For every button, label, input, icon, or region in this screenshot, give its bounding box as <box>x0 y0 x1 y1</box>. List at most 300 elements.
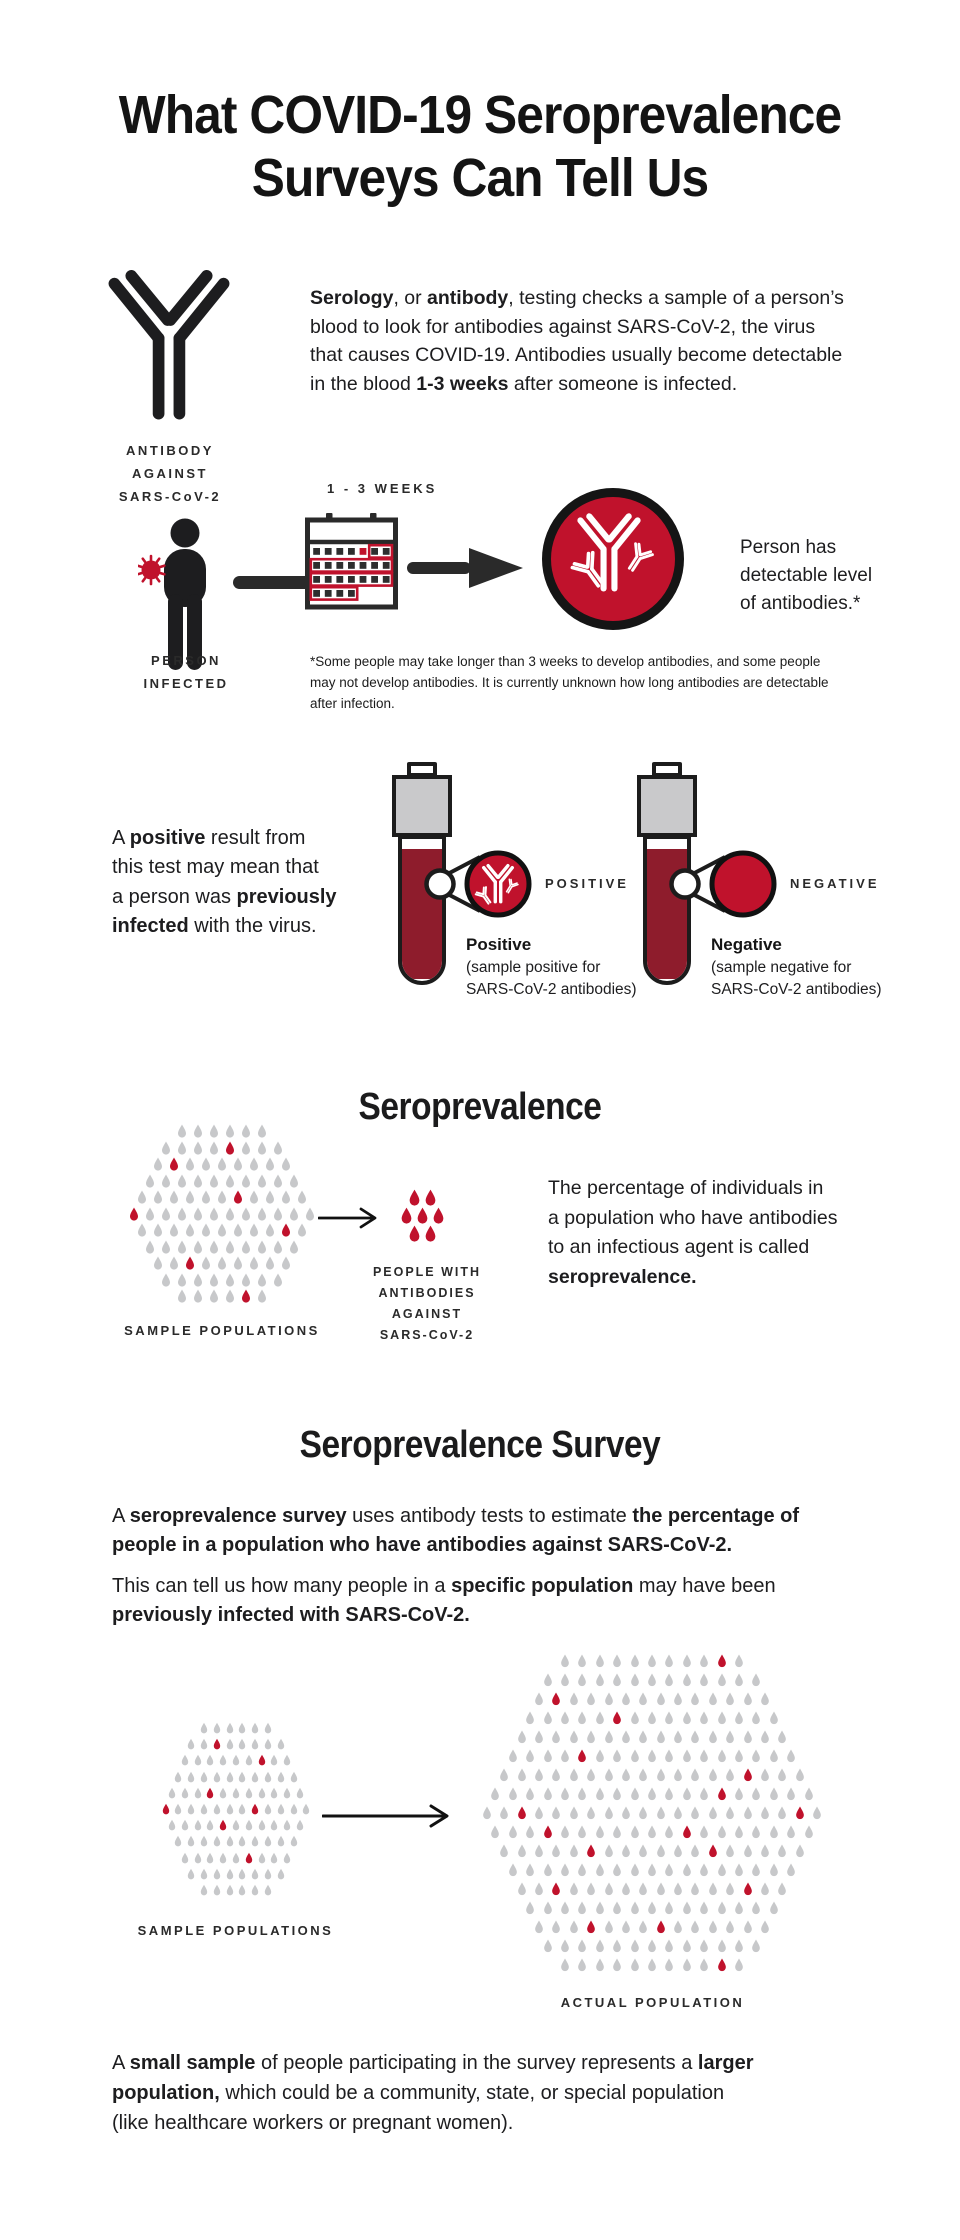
droplet-icon <box>517 1768 527 1782</box>
droplet-row <box>153 1256 291 1270</box>
droplet-icon <box>277 1835 285 1847</box>
droplet-icon <box>289 1240 299 1254</box>
droplet-icon <box>630 1863 640 1877</box>
droplet-icon <box>257 1124 267 1138</box>
negative-result-desc: (sample negative for SARS-CoV-2 antibodies) <box>711 958 882 998</box>
droplet-red-icon <box>432 1207 445 1224</box>
droplet-icon <box>638 1882 648 1896</box>
droplet-icon <box>181 1819 189 1831</box>
droplet-icon <box>265 1157 275 1171</box>
droplet-icon <box>560 1901 570 1915</box>
droplet-icon <box>769 1863 779 1877</box>
droplet-icon <box>551 1920 561 1934</box>
droplet-icon <box>265 1223 275 1237</box>
droplet-icon <box>577 1711 587 1725</box>
droplet-icon <box>137 1190 147 1204</box>
droplet-icon <box>612 1939 622 1953</box>
droplet-red-icon <box>743 1882 753 1896</box>
droplet-icon <box>213 1722 221 1734</box>
droplet-icon <box>543 1787 553 1801</box>
droplet-icon <box>508 1787 518 1801</box>
droplet-icon <box>760 1692 770 1706</box>
droplet-icon <box>233 1256 243 1270</box>
droplet-icon <box>508 1863 518 1877</box>
droplet-icon <box>560 1958 570 1972</box>
droplet-icon <box>734 1825 744 1839</box>
droplet-row <box>174 1771 297 1783</box>
droplet-icon <box>213 1835 221 1847</box>
droplet-icon <box>743 1806 753 1820</box>
droplet-icon <box>734 1939 744 1953</box>
droplet-row <box>181 1852 291 1864</box>
droplet-icon <box>249 1223 259 1237</box>
droplet-icon <box>786 1787 796 1801</box>
droplet-icon <box>206 1852 214 1864</box>
droplet-red-icon <box>129 1207 139 1221</box>
droplet-icon <box>664 1901 674 1915</box>
droplet-icon <box>734 1749 744 1763</box>
droplet-icon <box>145 1174 155 1188</box>
droplet-icon <box>251 1722 259 1734</box>
droplet-icon <box>201 1223 211 1237</box>
sample-populations-label: SAMPLE POPULATIONS <box>124 1323 320 1338</box>
droplet-row <box>525 1711 778 1725</box>
droplet-icon <box>525 1825 535 1839</box>
droplet-icon <box>708 1768 718 1782</box>
droplet-icon <box>270 1819 278 1831</box>
droplet-row <box>543 1673 762 1687</box>
droplet-icon <box>543 1749 553 1763</box>
droplet-icon <box>194 1787 202 1799</box>
droplet-icon <box>577 1787 587 1801</box>
droplet-icon <box>769 1711 779 1725</box>
droplet-icon <box>249 1190 259 1204</box>
positive-result-desc: (sample positive for SARS-CoV-2 antibodies) <box>466 958 637 998</box>
droplet-icon <box>264 1868 272 1880</box>
droplet-icon <box>499 1806 509 1820</box>
droplet-icon <box>760 1730 770 1744</box>
droplet-icon <box>145 1207 155 1221</box>
droplet-icon <box>257 1207 267 1221</box>
droplet-icon <box>604 1806 614 1820</box>
negative-callout-label: NEGATIVE <box>790 876 880 891</box>
droplet-icon <box>804 1825 814 1839</box>
droplet-row <box>560 1654 744 1668</box>
droplet-icon <box>743 1920 753 1934</box>
droplet-icon <box>219 1787 227 1799</box>
droplet-icon <box>238 1884 246 1896</box>
droplet-red-icon <box>612 1711 622 1725</box>
positive-callout-label: POSITIVE <box>545 876 629 891</box>
droplet-icon <box>499 1768 509 1782</box>
arrow-sample-to-actual <box>322 1802 462 1830</box>
droplet-icon <box>200 1884 208 1896</box>
droplet-icon <box>233 1157 243 1171</box>
droplet-icon <box>569 1844 579 1858</box>
page-title-line1: What COVID-19 Seroprevalence <box>118 85 842 145</box>
droplet-icon <box>804 1787 814 1801</box>
droplet-icon <box>200 1868 208 1880</box>
droplet-icon <box>682 1654 692 1668</box>
droplet-icon <box>743 1730 753 1744</box>
virus-icon <box>138 556 164 584</box>
droplet-icon <box>647 1939 657 1953</box>
droplet-row <box>168 1787 304 1799</box>
droplet-row <box>508 1749 796 1763</box>
droplet-red-icon <box>206 1787 214 1799</box>
droplet-icon <box>656 1730 666 1744</box>
droplet-icon <box>206 1754 214 1766</box>
magnifier-negative <box>669 844 809 924</box>
droplet-red-icon <box>400 1207 413 1224</box>
droplet-icon <box>277 1868 285 1880</box>
droplet-red-icon <box>185 1256 195 1270</box>
droplet-icon <box>283 1852 291 1864</box>
droplet-row <box>187 1868 285 1880</box>
droplet-icon <box>682 1673 692 1687</box>
seroprevalence-heading: Seroprevalence <box>358 1086 602 1128</box>
droplet-icon <box>177 1240 187 1254</box>
droplet-icon <box>630 1825 640 1839</box>
droplet-icon <box>682 1958 692 1972</box>
droplet-icon <box>699 1711 709 1725</box>
droplet-icon <box>595 1958 605 1972</box>
droplet-red-icon <box>169 1157 179 1171</box>
droplet-row <box>499 1768 805 1782</box>
droplet-icon <box>664 1958 674 1972</box>
droplet-icon <box>604 1730 614 1744</box>
droplet-icon <box>621 1882 631 1896</box>
droplet-icon <box>638 1920 648 1934</box>
droplet-icon <box>187 1771 195 1783</box>
droplet-icon <box>560 1711 570 1725</box>
droplet-icon <box>577 1863 587 1877</box>
tube-cap-positive <box>392 775 452 837</box>
droplet-icon <box>551 1768 561 1782</box>
droplet-icon <box>577 1939 587 1953</box>
droplet-icon <box>245 1754 253 1766</box>
droplet-icon <box>630 1711 640 1725</box>
droplet-icon <box>251 1835 259 1847</box>
droplet-icon <box>690 1692 700 1706</box>
droplet-icon <box>673 1882 683 1896</box>
droplet-icon <box>200 1835 208 1847</box>
droplet-icon <box>219 1852 227 1864</box>
droplet-icon <box>699 1825 709 1839</box>
droplet-icon <box>525 1863 535 1877</box>
droplet-icon <box>273 1240 283 1254</box>
droplet-icon <box>241 1174 251 1188</box>
droplet-red-icon <box>213 1738 221 1750</box>
droplet-icon <box>193 1240 203 1254</box>
droplet-icon <box>560 1673 570 1687</box>
droplet-icon <box>225 1273 235 1287</box>
droplet-icon <box>717 1939 727 1953</box>
droplet-icon <box>226 1868 234 1880</box>
droplet-icon <box>699 1901 709 1915</box>
droplet-icon <box>647 1654 657 1668</box>
droplet-icon <box>187 1835 195 1847</box>
droplet-icon <box>209 1174 219 1188</box>
droplet-icon <box>751 1863 761 1877</box>
droplet-icon <box>257 1141 267 1155</box>
droplet-icon <box>751 1749 761 1763</box>
droplet-icon <box>577 1654 587 1668</box>
droplet-icon <box>751 1901 761 1915</box>
droplet-icon <box>673 1844 683 1858</box>
droplet-icon <box>717 1863 727 1877</box>
droplet-icon <box>621 1692 631 1706</box>
droplet-icon <box>264 1722 272 1734</box>
sample-population-cluster <box>122 1124 322 1303</box>
droplet-icon <box>760 1882 770 1896</box>
droplet-icon <box>543 1901 553 1915</box>
droplet-icon <box>577 1901 587 1915</box>
droplet-row <box>181 1754 291 1766</box>
droplet-icon <box>264 1835 272 1847</box>
droplet-icon <box>193 1174 203 1188</box>
droplet-icon <box>232 1852 240 1864</box>
droplet-icon <box>647 1711 657 1725</box>
droplet-icon <box>551 1730 561 1744</box>
droplet-icon <box>281 1256 291 1270</box>
droplet-red-icon <box>795 1806 805 1820</box>
droplet-icon <box>647 1825 657 1839</box>
arrow-person-to-calendar <box>233 576 313 589</box>
droplet-icon <box>638 1692 648 1706</box>
droplet-icon <box>560 1654 570 1668</box>
droplet-icon <box>241 1240 251 1254</box>
droplet-icon <box>630 1901 640 1915</box>
droplet-icon <box>257 1273 267 1287</box>
droplet-icon <box>281 1157 291 1171</box>
droplet-icon <box>241 1207 251 1221</box>
droplet-red-icon <box>225 1141 235 1155</box>
droplet-icon <box>257 1174 267 1188</box>
droplet-icon <box>725 1730 735 1744</box>
droplet-icon <box>209 1141 219 1155</box>
antibody-result-glyphs <box>555 501 671 617</box>
droplet-icon <box>161 1240 171 1254</box>
droplet-icon <box>264 1803 272 1815</box>
droplet-icon <box>517 1730 527 1744</box>
droplet-row <box>153 1157 291 1171</box>
arrow-calendar-to-result <box>407 547 525 589</box>
droplet-red-icon <box>543 1825 553 1839</box>
droplet-icon <box>664 1825 674 1839</box>
droplet-icon <box>595 1749 605 1763</box>
droplet-icon <box>630 1958 640 1972</box>
droplet-red-icon <box>717 1654 727 1668</box>
droplet-icon <box>690 1882 700 1896</box>
weeks-label: 1 - 3 WEEKS <box>327 481 438 496</box>
negative-result-name: Negative <box>711 935 782 954</box>
droplet-icon <box>725 1882 735 1896</box>
droplet-icon <box>612 1673 622 1687</box>
droplet-icon <box>290 1803 298 1815</box>
droplet-red-icon <box>682 1825 692 1839</box>
droplet-icon <box>595 1654 605 1668</box>
droplet-icon <box>569 1882 579 1896</box>
droplet-icon <box>630 1939 640 1953</box>
droplet-icon <box>232 1754 240 1766</box>
droplet-icon <box>209 1289 219 1303</box>
droplet-icon <box>174 1835 182 1847</box>
survey-sample-label: SAMPLE POPULATIONS <box>137 1923 334 1938</box>
droplet-icon <box>795 1768 805 1782</box>
droplet-icon <box>690 1768 700 1782</box>
droplet-icon <box>708 1692 718 1706</box>
droplet-icon <box>595 1787 605 1801</box>
droplet-icon <box>577 1673 587 1687</box>
droplet-icon <box>193 1141 203 1155</box>
droplet-icon <box>743 1692 753 1706</box>
calendar-icon <box>305 513 398 610</box>
antibody-icon <box>104 270 234 426</box>
droplet-icon <box>777 1730 787 1744</box>
droplet-icon <box>258 1819 266 1831</box>
droplet-red-icon <box>577 1749 587 1763</box>
droplet-red-icon <box>162 1803 170 1815</box>
droplet-icon <box>604 1692 614 1706</box>
droplet-icon <box>656 1882 666 1896</box>
droplet-icon <box>699 1958 709 1972</box>
droplet-icon <box>177 1289 187 1303</box>
droplet-icon <box>595 1825 605 1839</box>
droplet-icon <box>595 1939 605 1953</box>
droplet-icon <box>161 1141 171 1155</box>
droplet-red-icon <box>717 1958 727 1972</box>
droplet-icon <box>238 1868 246 1880</box>
droplet-row <box>161 1141 283 1155</box>
droplet-red-icon <box>416 1207 429 1224</box>
droplet-icon <box>185 1190 195 1204</box>
droplet-icon <box>673 1920 683 1934</box>
droplet-row <box>187 1738 285 1750</box>
serology-paragraph: Serology, or antibody, testing checks a sample of a person’s blood to look for antibodies against SARS-CoV-2, the virus that causes COVID-19. Antibodies usually become detectable in the blood 1-3 weeks after someone is infected. <box>310 287 844 395</box>
droplet-icon <box>690 1844 700 1858</box>
droplet-icon <box>213 1771 221 1783</box>
droplet-icon <box>238 1803 246 1815</box>
droplet-icon <box>534 1768 544 1782</box>
droplet-icon <box>769 1825 779 1839</box>
droplet-red-icon <box>408 1225 421 1242</box>
droplet-icon <box>682 1939 692 1953</box>
droplet-icon <box>270 1754 278 1766</box>
droplet-icon <box>560 1939 570 1953</box>
droplet-icon <box>586 1806 596 1820</box>
droplet-icon <box>217 1190 227 1204</box>
droplet-row <box>162 1803 311 1815</box>
droplet-icon <box>734 1787 744 1801</box>
droplet-icon <box>786 1825 796 1839</box>
droplet-red-icon <box>241 1289 251 1303</box>
droplet-icon <box>751 1787 761 1801</box>
droplet-row <box>499 1844 805 1858</box>
droplet-icon <box>656 1692 666 1706</box>
droplet-icon <box>708 1730 718 1744</box>
droplet-icon <box>621 1920 631 1934</box>
droplet-icon <box>656 1806 666 1820</box>
arrow-sample-to-people <box>318 1205 386 1231</box>
antibody-icon-label: ANTIBODY AGAINST SARS-CoV-2 <box>118 443 222 504</box>
droplet-icon <box>577 1825 587 1839</box>
droplet-icon <box>217 1256 227 1270</box>
droplet-icon <box>225 1207 235 1221</box>
droplet-icon <box>638 1844 648 1858</box>
droplet-icon <box>595 1711 605 1725</box>
droplet-icon <box>238 1771 246 1783</box>
droplet-icon <box>725 1692 735 1706</box>
droplet-icon <box>225 1174 235 1188</box>
droplet-icon <box>673 1768 683 1782</box>
actual-population-cluster <box>476 1654 828 1972</box>
droplet-icon <box>257 1240 267 1254</box>
droplet-icon <box>273 1141 283 1155</box>
droplet-icon <box>734 1673 744 1687</box>
droplet-icon <box>734 1711 744 1725</box>
result-caption: Person has detectable level of antibodies.* <box>740 537 873 614</box>
droplet-icon <box>664 1863 674 1877</box>
survey-sample-cluster <box>156 1722 316 1896</box>
droplet-icon <box>517 1844 527 1858</box>
droplet-icon <box>612 1863 622 1877</box>
droplet-icon <box>708 1806 718 1820</box>
droplet-red-icon <box>708 1844 718 1858</box>
magnifier-positive <box>424 844 564 924</box>
droplet-icon <box>786 1749 796 1763</box>
droplet-icon <box>699 1863 709 1877</box>
droplet-icon <box>245 1819 253 1831</box>
droplet-icon <box>760 1920 770 1934</box>
droplet-icon <box>201 1256 211 1270</box>
page-title-line2: Surveys Can Tell Us <box>251 147 709 208</box>
droplet-icon <box>725 1768 735 1782</box>
droplet-row <box>525 1901 778 1915</box>
droplet-icon <box>283 1754 291 1766</box>
droplet-icon <box>177 1273 187 1287</box>
droplet-icon <box>226 1884 234 1896</box>
droplet-icon <box>621 1768 631 1782</box>
droplet-icon <box>289 1174 299 1188</box>
droplet-icon <box>249 1256 259 1270</box>
droplet-icon <box>194 1754 202 1766</box>
droplet-icon <box>664 1939 674 1953</box>
droplet-icon <box>664 1673 674 1687</box>
droplet-icon <box>302 1803 310 1815</box>
droplet-icon <box>226 1803 234 1815</box>
droplet-icon <box>682 1901 692 1915</box>
droplet-icon <box>264 1738 272 1750</box>
droplet-icon <box>517 1882 527 1896</box>
droplet-icon <box>586 1730 596 1744</box>
droplet-icon <box>534 1844 544 1858</box>
droplet-icon <box>153 1256 163 1270</box>
droplet-icon <box>177 1141 187 1155</box>
droplet-icon <box>270 1787 278 1799</box>
droplet-icon <box>200 1722 208 1734</box>
droplet-icon <box>174 1803 182 1815</box>
negative-result-block <box>711 934 891 1001</box>
droplet-icon <box>708 1920 718 1934</box>
droplet-row <box>200 1884 272 1896</box>
droplet-icon <box>277 1738 285 1750</box>
droplet-icon <box>232 1819 240 1831</box>
people-with-antibodies-label: PEOPLE WITH ANTIBODIES AGAINST SARS-CoV-2 <box>372 1265 482 1342</box>
droplet-red-icon <box>251 1803 259 1815</box>
droplet-icon <box>200 1803 208 1815</box>
droplet-icon <box>560 1787 570 1801</box>
